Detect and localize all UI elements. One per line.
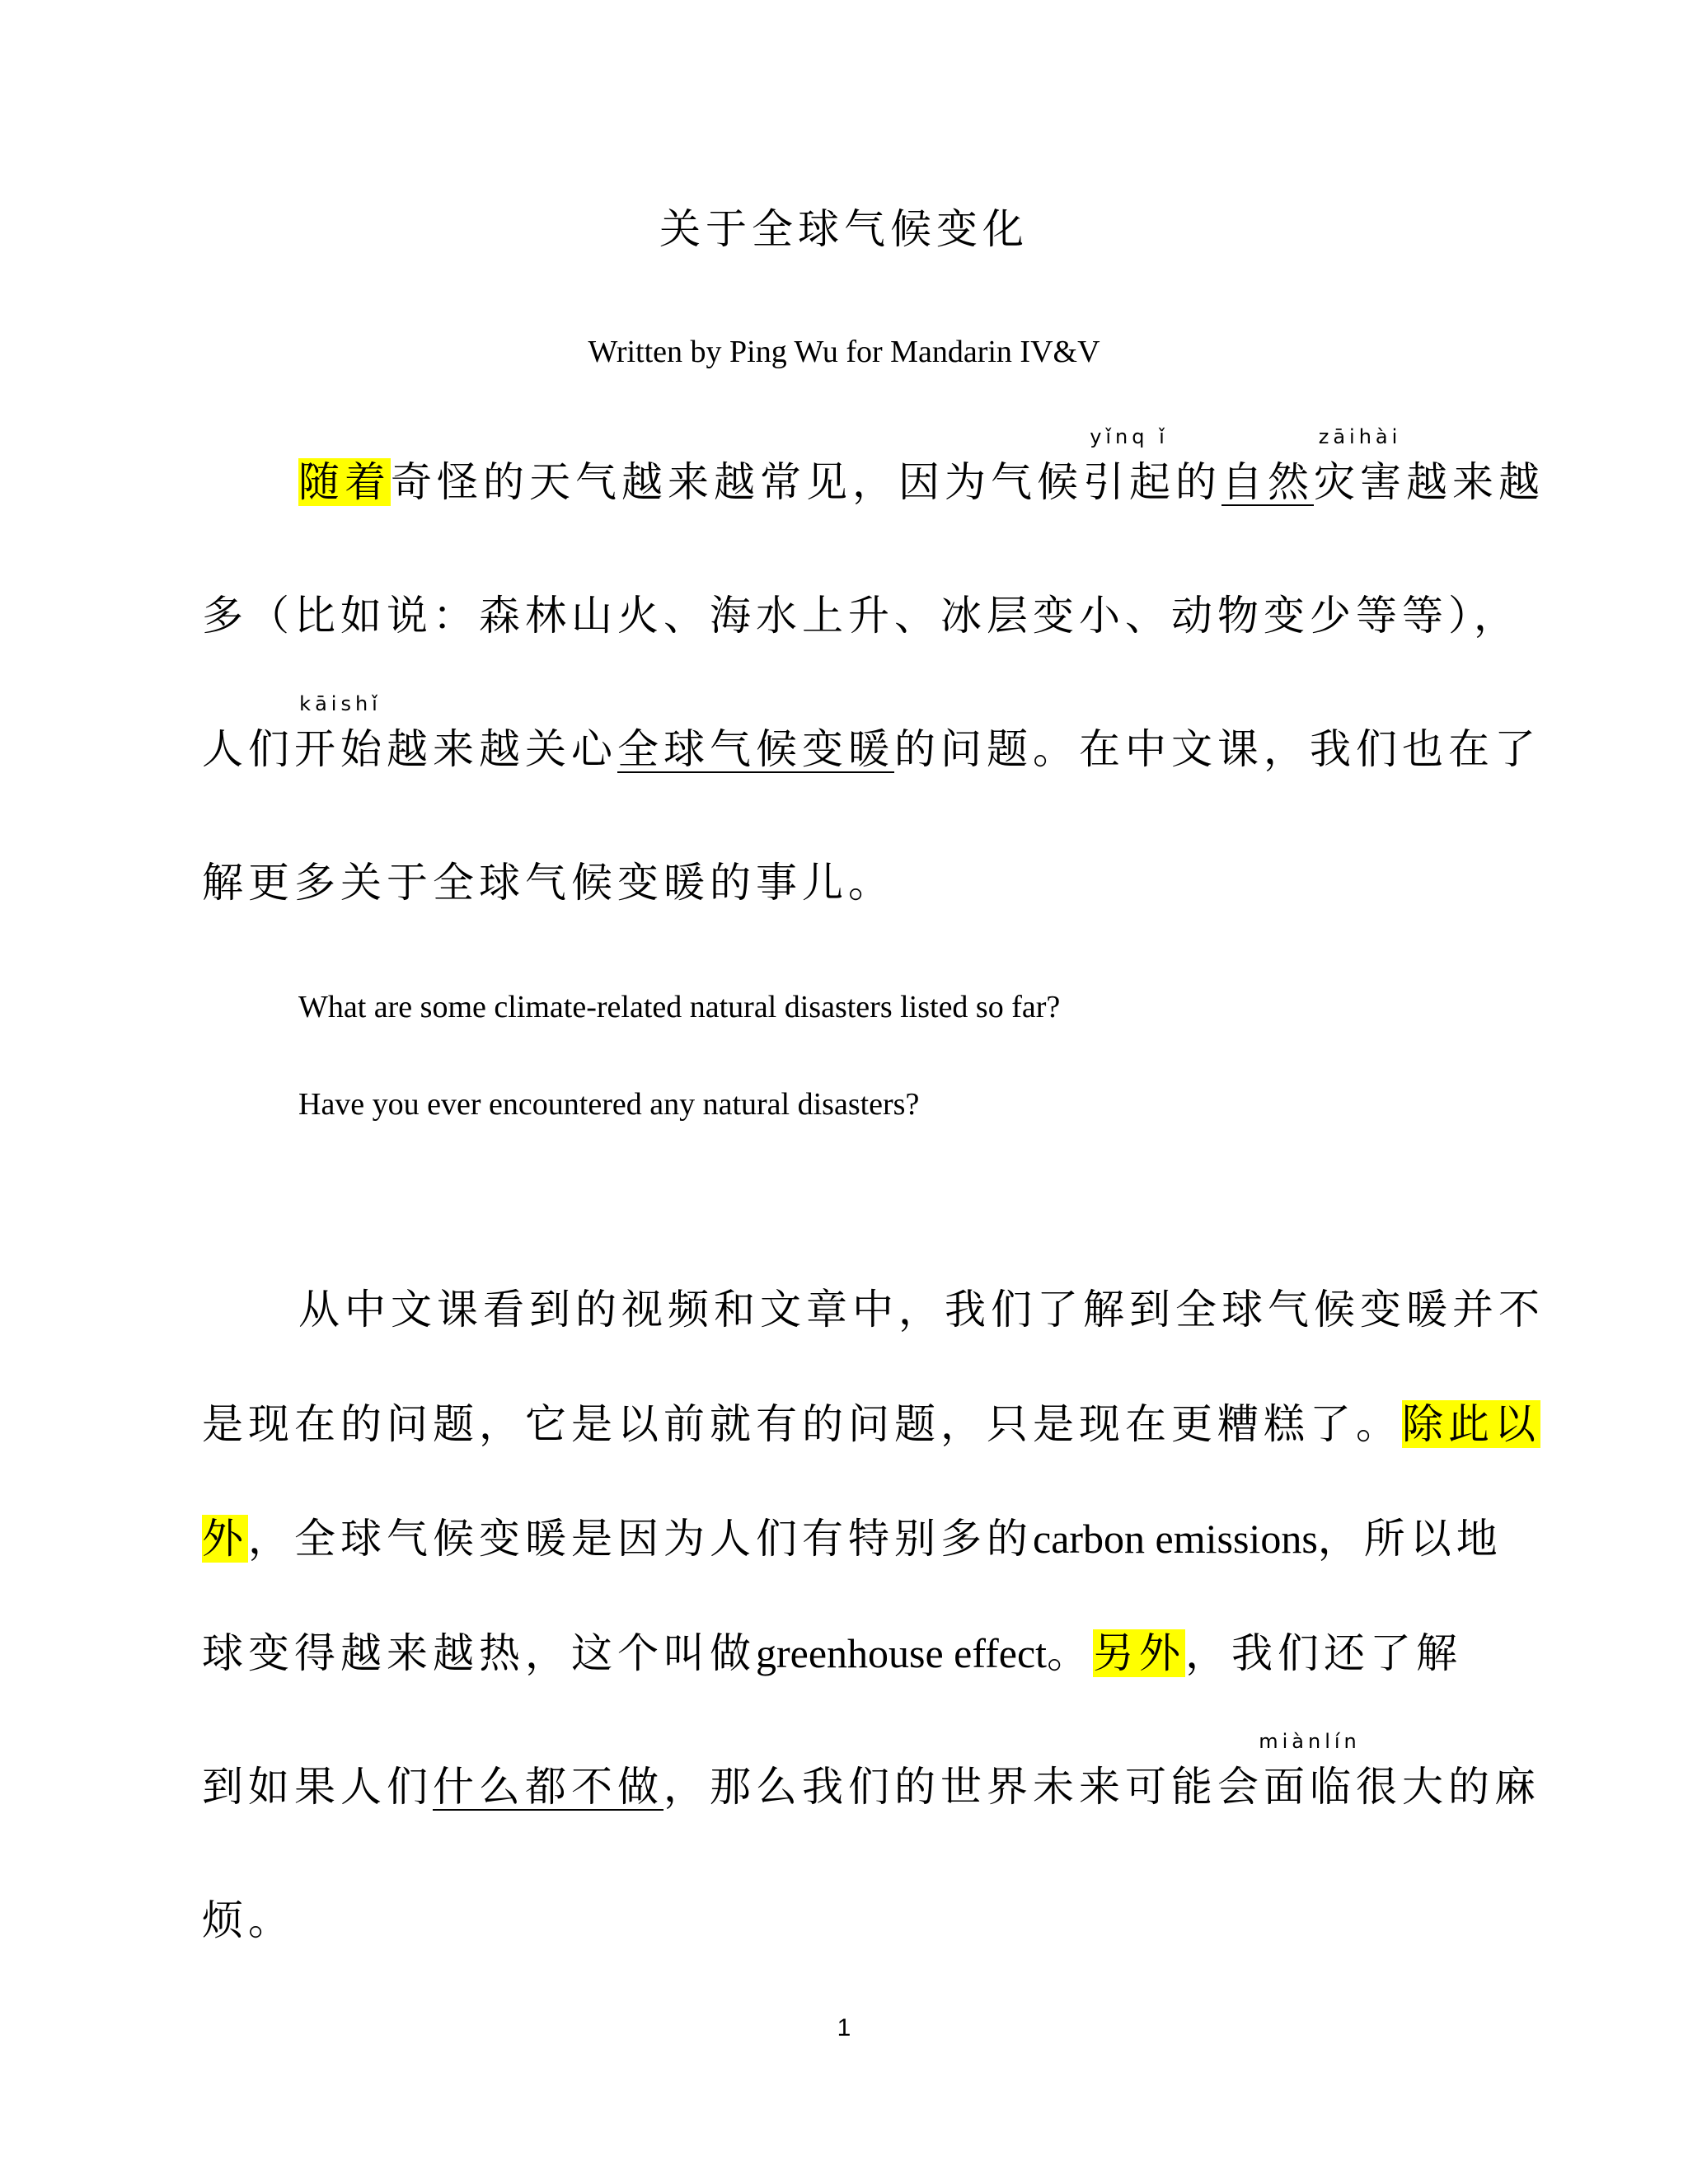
ruby-word	[294, 692, 387, 776]
paragraph2-line1: 从中文课看到的视频和文章中，我们了解到全球气候变暖并不	[298, 1286, 1545, 1333]
text-span: 的问题。在中文课，我们也在了	[894, 725, 1540, 773]
ruby-word	[1314, 425, 1406, 509]
page-number: 1	[837, 2014, 851, 2041]
paragraph1-line1	[298, 425, 1584, 509]
paragraph1-line4: 解更多关于全球气候变暖的事儿。	[202, 859, 894, 907]
document-subtitle: Written by Ping Wu for Mandarin IV&V	[588, 335, 1100, 369]
ruby-base: 引起	[1083, 458, 1175, 506]
text-span: 人们	[202, 725, 294, 773]
highlighted-word: 外	[202, 1515, 248, 1563]
text-span: 自然	[1221, 458, 1314, 506]
text-span: 球变得越来越热，这个叫做	[202, 1629, 756, 1677]
ruby-base: 开始	[294, 725, 387, 773]
text-span: ，我们还了解	[1185, 1629, 1463, 1677]
underlined-phrase	[1221, 425, 1406, 506]
ruby-base: 灾害	[1314, 458, 1406, 506]
highlighted-word: 另外	[1093, 1629, 1186, 1677]
english-term: greenhouse effect	[756, 1630, 1048, 1676]
text-span: 到如果人们	[202, 1763, 433, 1811]
ruby-word	[1083, 425, 1175, 509]
text-span: 是现在的问题，它是以前就有的问题，只是现在更糟糕了。	[202, 1400, 1402, 1448]
highlighted-word: 除此以	[1402, 1400, 1540, 1448]
text-span: ，所以地	[1317, 1515, 1503, 1563]
document-title: 关于全球气候变化	[659, 205, 1029, 253]
pinyin-annotation: yǐnq ǐ	[1090, 425, 1169, 448]
question-2: Have you ever encountered any natural disasters?	[298, 1087, 920, 1122]
text-span: 很大的麻	[1356, 1763, 1540, 1811]
english-term: carbon emissions	[1033, 1516, 1318, 1562]
ruby-base: 面临	[1264, 1763, 1356, 1811]
underlined-phrase: 什么都不做	[433, 1763, 663, 1811]
underlined-phrase: 全球气候变暖	[617, 725, 894, 773]
highlighted-word: 随着	[298, 458, 391, 506]
paragraph1-line2: 多（比如说：森林山火、海水上升、冰层变小、动物变少等等），	[202, 592, 1520, 640]
pinyin-annotation: miànlín	[1259, 1730, 1361, 1753]
text-span: 越来越关心	[387, 725, 617, 773]
paragraph2-line6: 烦。	[202, 1896, 294, 1944]
text-span: 越来越	[1406, 458, 1545, 506]
paragraph2-line2	[202, 1397, 1540, 1451]
pinyin-annotation: kāishǐ	[299, 692, 382, 715]
paragraph2-line4	[202, 1626, 1488, 1680]
paragraph2-line5	[202, 1730, 1540, 1814]
text-span: 的	[1175, 458, 1221, 506]
text-span: 。	[1047, 1629, 1094, 1677]
text-span: ，全球气候变暖是因为人们有特别多的	[248, 1515, 1033, 1563]
text-span: 奇怪的天气越来越常见，因为气候	[391, 458, 1083, 506]
ruby-word	[1259, 1730, 1361, 1814]
pinyin-annotation: zāihài	[1318, 425, 1402, 448]
paragraph2-line3	[202, 1511, 1503, 1566]
text-span: ，那么我们的世界未来可能会	[663, 1763, 1264, 1811]
question-1: What are some climate-related natural disasters listed so far?	[298, 990, 1061, 1024]
paragraph1-line3	[202, 692, 1540, 776]
